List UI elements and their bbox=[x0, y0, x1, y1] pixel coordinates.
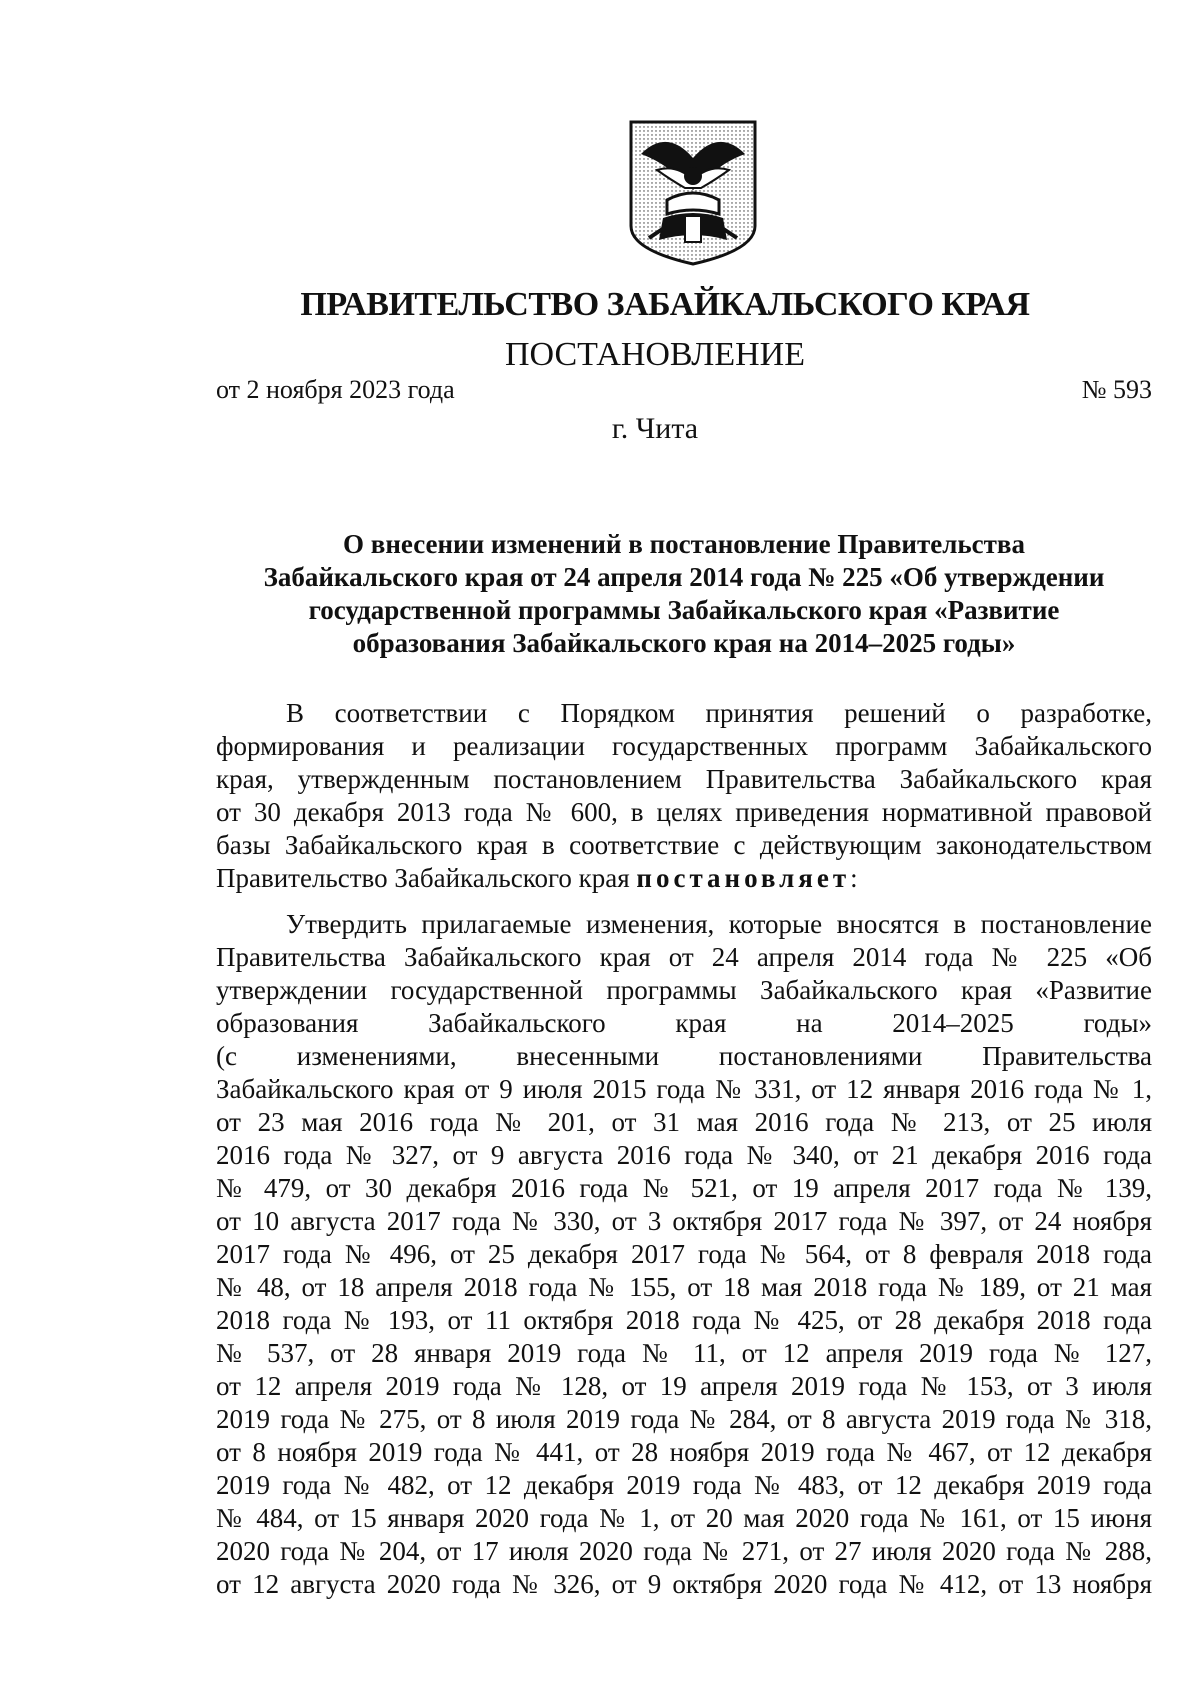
subject-line: О внесении изменений в постановление Правительства bbox=[343, 529, 1025, 559]
body-line: от 23 мая 2016 года № 201, от 31 мая 2016 года № 213, от 25 июля bbox=[216, 1107, 1152, 1137]
body-line: 2019 года № 482, от 12 декабря 2019 года № 483, от 12 декабря 2019 года bbox=[216, 1470, 1152, 1500]
preamble-line: формирования и реализации государственных программ Забайкальского bbox=[216, 731, 1152, 761]
document-city: г. Чита bbox=[611, 412, 699, 445]
body-line: № 479, от 30 декабря 2016 года № 521, от 19 апреля 2017 года № 139, bbox=[216, 1173, 1152, 1203]
body-line: от 12 апреля 2019 года № 128, от 19 апреля 2019 года № 153, от 3 июля bbox=[216, 1371, 1152, 1401]
preamble-line: края, утвержденным постановлением Правительства Забайкальского края bbox=[216, 764, 1152, 794]
subject-line: Забайкальского края от 24 апреля 2014 года № 225 «Об утверждении bbox=[263, 562, 1105, 592]
body-line: Правительства Забайкальского края от 24 апреля 2014 года № 225 «Об bbox=[216, 942, 1152, 972]
preamble-line: базы Забайкальского края в соответствие с действующим законодательством bbox=[216, 830, 1152, 860]
body-line: Утвердить прилагаемые изменения, которые вносятся в постановление bbox=[286, 909, 1152, 939]
coat-of-arms-icon bbox=[627, 118, 759, 268]
body-line: № 48, от 18 апреля 2018 года № 155, от 18 мая 2018 года № 189, от 21 мая bbox=[216, 1272, 1152, 1302]
body-line: № 537, от 28 января 2019 года № 11, от 12 апреля 2019 года № 127, bbox=[216, 1338, 1152, 1368]
body-line: (с изменениями, внесенными постановлениями Правительства bbox=[216, 1041, 1152, 1071]
subject-line: образования Забайкальского края на 2014–2025 годы» bbox=[352, 628, 1016, 658]
preamble-line: В соответствии с Порядком принятия решений о разработке, bbox=[286, 698, 1152, 728]
preamble-last-line bbox=[216, 862, 1152, 895]
body-line: № 484, от 15 января 2020 года № 1, от 20 мая 2020 года № 161, от 15 июня bbox=[216, 1503, 1152, 1533]
body-line: 2019 года № 275, от 8 июля 2019 года № 284, от 8 августа 2019 года № 318, bbox=[216, 1404, 1152, 1434]
body-line: 2016 года № 327, от 9 августа 2016 года № 340, от 21 декабря 2016 года bbox=[216, 1140, 1152, 1170]
body-line: 2017 года № 496, от 25 декабря 2017 года № 564, от 8 февраля 2018 года bbox=[216, 1239, 1152, 1269]
document-type: ПОСТАНОВЛЕНИЕ bbox=[504, 336, 806, 373]
preamble-last-line-prefix: Правительство Забайкальского края bbox=[216, 863, 637, 893]
preamble-paragraph bbox=[216, 697, 1152, 895]
body-line: от 12 августа 2020 года № 326, от 9 октября 2020 года № 412, от 13 ноября bbox=[216, 1569, 1152, 1599]
decree-word: постановляет bbox=[636, 863, 851, 893]
body-line: 2020 года № 204, от 17 июля 2020 года № 271, от 27 июля 2020 года № 288, bbox=[216, 1536, 1152, 1566]
preamble-line: от 30 декабря 2013 года № 600, в целях приведения нормативной правовой bbox=[216, 797, 1152, 827]
document-subject bbox=[216, 528, 1152, 660]
decree-suffix: : bbox=[850, 863, 858, 893]
body-line: от 10 августа 2017 года № 330, от 3 октября 2017 года № 397, от 24 ноября bbox=[216, 1206, 1152, 1236]
body-line: образования Забайкальского края на 2014–2025 годы» bbox=[216, 1008, 1152, 1038]
document-date: от 2 ноября 2023 года bbox=[216, 375, 455, 404]
subject-line: государственной программы Забайкальского края «Развитие bbox=[308, 595, 1060, 625]
body-line: Забайкальского края от 9 июля 2015 года № 331, от 12 января 2016 года № 1, bbox=[216, 1074, 1152, 1104]
document-number: № 593 bbox=[1081, 375, 1152, 404]
body-line: от 8 ноября 2019 года № 441, от 28 ноября 2019 года № 467, от 12 декабря bbox=[216, 1437, 1152, 1467]
body-line: утверждении государственной программы Забайкальского края «Развитие bbox=[216, 975, 1152, 1005]
body-line: 2018 года № 193, от 11 октября 2018 года № 425, от 28 декабря 2018 года bbox=[216, 1305, 1152, 1335]
government-title: ПРАВИТЕЛЬСТВО ЗАБАЙКАЛЬСКОГО КРАЯ bbox=[300, 286, 1030, 323]
body-paragraph bbox=[216, 908, 1152, 1601]
